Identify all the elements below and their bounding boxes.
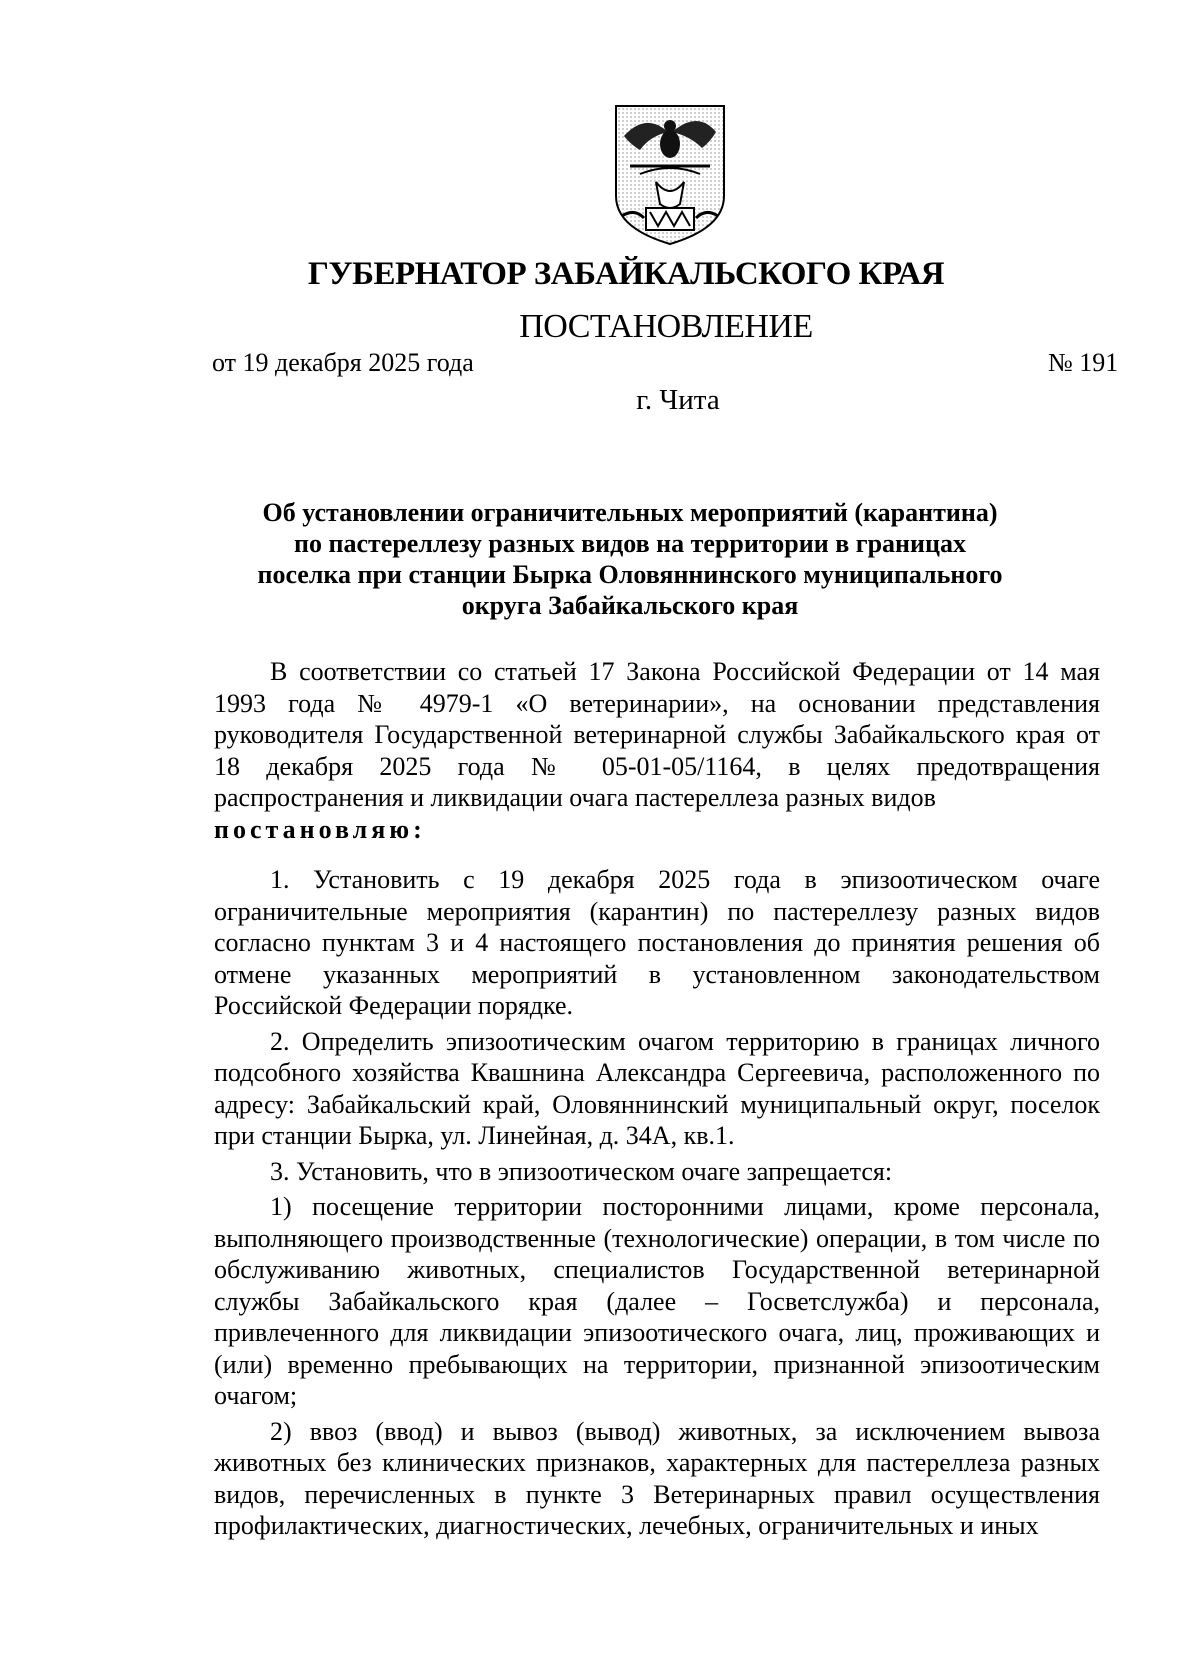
clause-3-item-1: 1) посещение территории посторонними лицами, кроме персонала, выполняющего производственные (технологические) операции, в том числе по обслуживанию животных, специалистов Государственной ветеринарной службы Забайкальского края (далее – Госветслужба) и персонала, привлеченного для ликвидации эпизоотического очага, лиц, проживающих и (или) временно пребывающих на территории, признанной эпизоотическим очагом; — [214, 1192, 1100, 1410]
decree-word: постановляю: — [214, 814, 426, 844]
document-city: г. Чита — [636, 384, 720, 416]
document-date: от 19 декабря 2025 года — [212, 348, 474, 377]
clause-3: 3. Установить, что в эпизоотическом очаге запрещается: — [270, 1156, 893, 1186]
title-line: поселка при станции Бырка Оловяннинского муниципального — [257, 560, 1003, 589]
title-line: округа Забайкальского края — [461, 591, 799, 620]
clause-3-item-2: 2) ввоз (ввод) и вывоз (вывод) животных, за исключением вывоза животных без клинических признаков, характерных для пастереллеза разных видов, перечисленных в пункте 3 Ветеринарных правил осуществления профилактических, диагностических, лечебных, ограничительных и иных — [214, 1416, 1100, 1540]
decree-paragraph — [214, 814, 1100, 846]
clause-1: 1. Установить с 19 декабря 2025 года в эпизоотическом очаге ограничительные мероприятия (карантин) по пастереллезу разных видов согласно пунктам 3 и 4 настоящего постановления до принятия решения об отмене указанных мероприятий в установленном законодательством Российской Федерации порядке. — [214, 865, 1100, 1020]
document-body — [214, 656, 1100, 1542]
clause-2: 2. Определить эпизоотическим очагом территорию в границах личного подсобного хозяйства Квашнина Александра Сергеевича, расположенного по адресу: Забайкальский край, Оловяннинский муниципальный округ, поселок при станции Бырка, ул. Линейная, д. 34А, кв.1. — [214, 1026, 1100, 1150]
document-type: ПОСТАНОВЛЕНИЕ — [519, 308, 813, 345]
document-title — [200, 497, 1060, 621]
authority-heading: ГУБЕРНАТОР ЗАБАЙКАЛЬСКОГО КРАЯ — [307, 256, 945, 292]
title-line: Об установлении ограничительных мероприятий (карантина) — [262, 498, 998, 527]
coat-of-arms-emblem — [610, 104, 730, 246]
document-number: № 191 — [1048, 348, 1119, 377]
title-line: по пастереллезу разных видов на территории в границах — [294, 529, 966, 558]
preamble-paragraph: В соответствии со статьей 17 Закона Российской Федерации от 14 мая 1993 года № 4979-1 «О ветеринарии», на основании представления руководителя Государственной ветеринарной службы Забайкальского края от 18 декабря 2025 года № 05-01-05/1164, в целях предотвращения распространения и ликвидации очага пастереллеза разных видов — [214, 657, 1100, 812]
